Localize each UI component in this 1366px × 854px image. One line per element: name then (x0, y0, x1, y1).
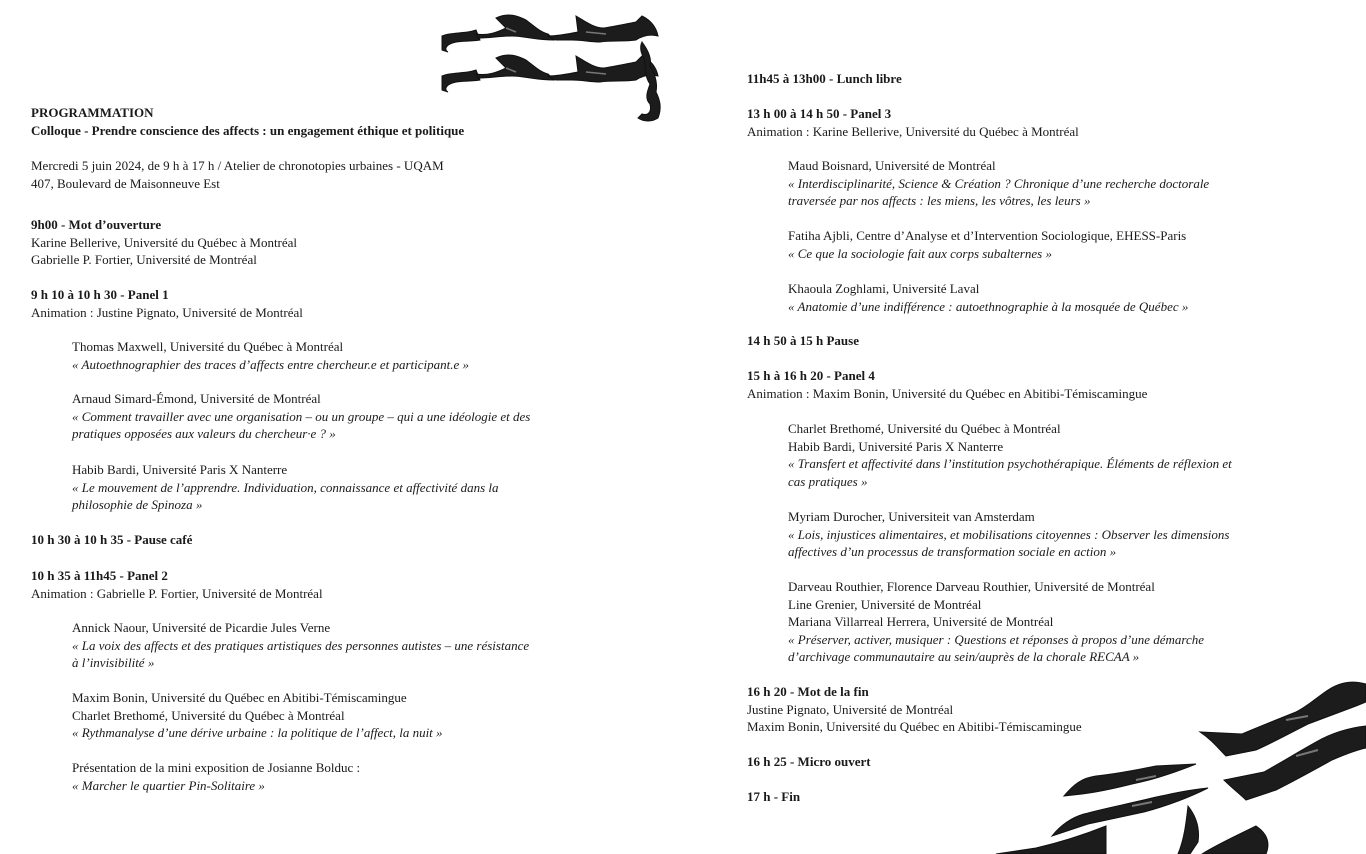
session-heading: 15 h à 16 h 20 - Panel 4 (747, 368, 875, 383)
session-panel-2 (31, 567, 323, 602)
talk-item (747, 578, 1204, 666)
event-address: 407, Boulevard de Maisonneuve Est (31, 175, 220, 191)
talk-title: « Lois, injustices alimentaires, et mobilisations citoyennes : Observer les dimensions (788, 526, 1230, 542)
session-heading: 11h45 à 13h00 - Lunch libre (747, 71, 902, 86)
session-heading: 16 h 20 - Mot de la fin (747, 684, 869, 699)
talk-title-cont: à l’invisibilité » (72, 655, 155, 670)
session-heading: 16 h 25 - Micro ouvert (747, 754, 871, 769)
session-heading: 10 h 30 à 10 h 35 - Pause café (31, 532, 193, 547)
session-animation: Animation : Gabrielle P. Fortier, Université de Montréal (31, 585, 323, 601)
talk-speaker: Darveau Routhier, Florence Darveau Routhier, Université de Montréal (788, 579, 1155, 594)
talk-speaker: Charlet Brethomé, Université du Québec à Montréal (72, 707, 345, 723)
session-end (747, 788, 800, 806)
talk-title: « Anatomie d’une indifférence : autoethnographie à la mosquée de Québec » (788, 298, 1189, 314)
program-header (31, 104, 464, 140)
exhibition-label: Présentation de la mini exposition de Josianne Bolduc : (72, 760, 361, 775)
event-date-venue: Mercredi 5 juin 2024, de 9 h à 17 h / Atelier de chronotopies urbaines - UQAM (31, 158, 444, 173)
talk-title-cont: philosophie de Spinoza » (72, 497, 203, 512)
session-panel-1 (31, 286, 303, 321)
session-panel-4 (747, 367, 1147, 402)
talk-title: « Ce que la sociologie fait aux corps subalternes » (788, 245, 1052, 261)
talk-title-cont: pratiques opposées aux valeurs du chercheur·e ? » (72, 426, 336, 441)
exhibition-item (31, 759, 360, 794)
speaker-line: Maxim Bonin, Université du Québec en Abitibi-Témiscamingue (747, 719, 1082, 734)
talk-speaker: Myriam Durocher, Universiteit van Amsterdam (788, 509, 1035, 524)
talk-item (31, 461, 499, 514)
session-panel-3 (747, 105, 1079, 140)
talk-item (747, 157, 1209, 210)
talk-item (31, 689, 443, 742)
talk-speaker: Maud Boisnard, Université de Montréal (788, 158, 996, 173)
session-heading: 9 h 10 à 10 h 30 - Panel 1 (31, 287, 169, 302)
talk-title: « Le mouvement de l’apprendre. Individuation, connaissance et affectivité dans la (72, 479, 499, 495)
session-heading: 13 h 00 à 14 h 50 - Panel 3 (747, 106, 892, 121)
speaker-line: Karine Bellerive, Université du Québec à Montréal (31, 234, 298, 250)
event-info (31, 157, 444, 192)
talk-title: « Comment travailler avec une organisation – ou un groupe – qui a une idéologie et des (72, 408, 531, 424)
talk-item (31, 619, 529, 672)
talk-item (747, 227, 1186, 262)
talk-item (31, 390, 530, 443)
talk-title-cont: affectives d’un processus de transformation sociale en action » (788, 544, 1117, 559)
talk-item (747, 420, 1232, 490)
talk-speaker: Line Grenier, Université de Montréal (788, 596, 982, 612)
talk-title-cont: d’archivage communautaire au sein/auprès de la chorale RECAA » (788, 649, 1140, 664)
colloquium-subtitle: Colloque - Prendre conscience des affects : un engagement éthique et politique (31, 123, 465, 138)
talk-speaker: Habib Bardi, Université Paris X Nanterre (788, 438, 1004, 454)
talk-title: « Rythmanalyse d’une dérive urbaine : la politique de l’affect, la nuit » (72, 725, 443, 740)
session-closing (747, 683, 1082, 736)
session-animation: Animation : Maxim Bonin, Université du Québec en Abitibi-Témiscamingue (747, 385, 1148, 401)
talk-speaker: Khaoula Zoghlami, Université Laval (788, 281, 980, 296)
talk-title-cont: traversée par nos affects : les miens, les vôtres, les leurs » (788, 193, 1091, 208)
talk-speaker: Habib Bardi, Université Paris X Nanterre (72, 462, 288, 477)
talk-title: « Autoethnographier des traces d’affects entre chercheur.e et participant.e » (72, 356, 470, 372)
speaker-line: Gabrielle P. Fortier, Université de Montréal (31, 252, 257, 267)
talk-title: « Préserver, activer, musiquer : Questions et réponses à propos d’une démarche (788, 631, 1205, 647)
session-animation: Animation : Justine Pignato, Université de Montréal (31, 304, 303, 320)
session-lunch (747, 70, 902, 88)
talk-speaker: Arnaud Simard-Émond, Université de Montréal (72, 391, 321, 406)
session-heading: 10 h 35 à 11h45 - Panel 2 (31, 568, 168, 583)
session-coffee-break (31, 531, 192, 549)
session-opening (31, 216, 297, 269)
program-title: PROGRAMMATION (31, 105, 154, 120)
exhibition-title: « Marcher le quartier Pin-Solitaire » (72, 777, 265, 793)
talk-title: « La voix des affects et des pratiques artistiques des personnes autistes – une résistance (72, 637, 530, 653)
session-pause (747, 332, 859, 350)
talk-speaker: Annick Naour, Université de Picardie Jules Verne (72, 620, 331, 635)
talk-speaker: Mariana Villarreal Herrera, Université de Montréal (788, 614, 1054, 629)
ribbon-illustration-top (436, 6, 668, 128)
session-heading: 9h00 - Mot d’ouverture (31, 217, 162, 232)
talk-title: « Transfert et affectivité dans l’institution psychothérapique. Éléments de réflexion et (788, 456, 1232, 471)
talk-speaker: Maxim Bonin, Université du Québec en Abitibi-Témiscamingue (72, 690, 407, 705)
session-open-mic (747, 753, 871, 771)
talk-title-cont: cas pratiques » (788, 473, 868, 489)
talk-speaker: Thomas Maxwell, Université du Québec à Montréal (72, 339, 344, 354)
session-animation: Animation : Karine Bellerive, Université du Québec à Montréal (747, 123, 1079, 139)
talk-speaker: Charlet Brethomé, Université du Québec à Montréal (788, 421, 1061, 436)
speaker-line: Justine Pignato, Université de Montréal (747, 701, 954, 717)
session-heading: 14 h 50 à 15 h Pause (747, 333, 859, 348)
talk-item (747, 280, 1188, 315)
talk-item (31, 338, 469, 373)
session-heading: 17 h - Fin (747, 789, 801, 804)
talk-title: « Interdisciplinarité, Science & Création ? Chronique d’une recherche doctorale (788, 175, 1210, 191)
talk-speaker: Fatiha Ajbli, Centre d’Analyse et d’Intervention Sociologique, EHESS-Paris (788, 228, 1187, 243)
talk-item (747, 508, 1229, 561)
